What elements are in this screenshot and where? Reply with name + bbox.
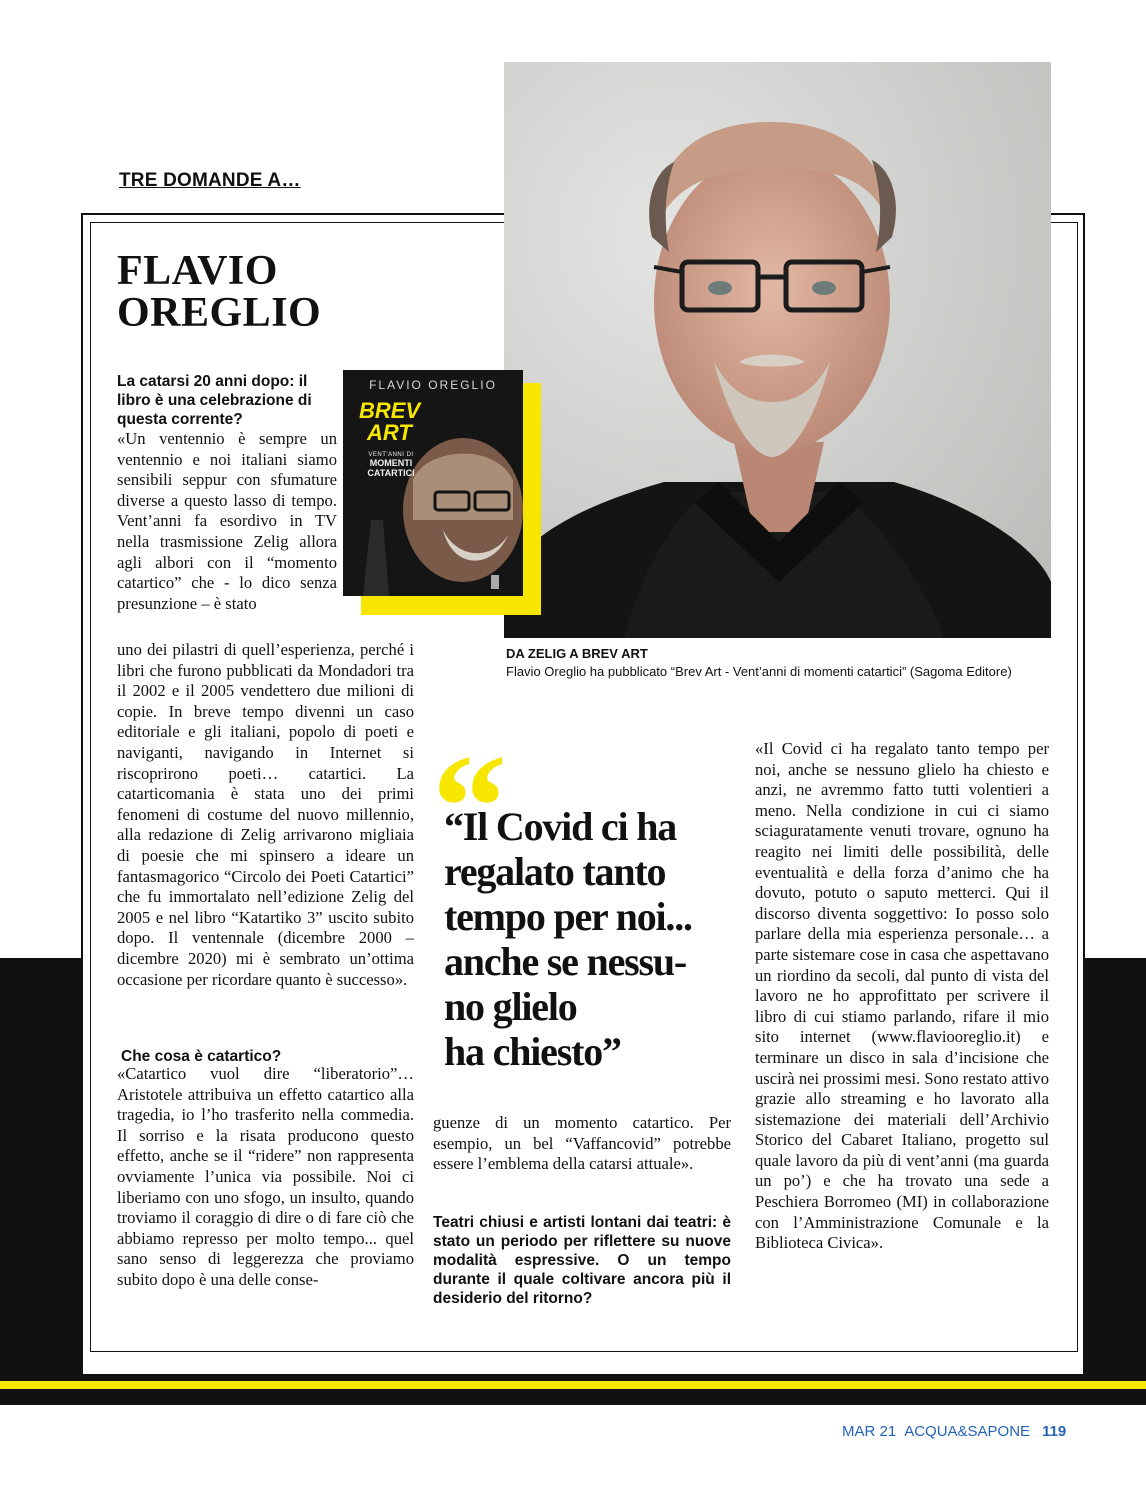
answer-2-col1: «Catartico vuol dire “liberatorio”… Aristotele attribuiva un effetto catartico alla tragedia, io l’ho trasferito nella commedia. Il sorriso e la risata producono questo effetto, anche se il “ridere” non rappresenta ovviamente l’unica via possibile. Noi ci liberiamo con uno sfogo, un insulto, quando troviamo il coraggio di dire o di fare ciò che abbiamo represso per molto tempo... quel sano senso di leggerezza che proviamo subito dopo è una delle conse- [117, 1064, 414, 1289]
pull-quote-line: ha chiesto” [444, 1029, 621, 1074]
question-1: La catarsi 20 anni dopo: il libro è una celebrazione di questa corrente? [117, 373, 312, 428]
question-3: Teatri chiusi e artisti lontani dai teatri: è stato un periodo per riflettere su nuove modalità espressive. O un tempo durante il quale coltivare ancora più il desiderio del ritorno? [433, 1214, 731, 1307]
column-2-text [433, 1113, 731, 1175]
answer-3: «Il Covid ci ha regalato tanto tempo per noi, anche se nessuno glielo ha chiesto e anzi, ne avremmo fatto tutti volentieri a meno. Nella condizione in cui ci siamo sciaguratamente venuti trovare, ognuno ha reagito nei limiti delle possibilità, delle eventualità e della forza d’animo che ha dovuto, potuto o saputo metterci. Qui il discorso diventa soggettivo: Io posso solo parlare della mia esperienza personale… a parte sistemare cose in casa che aspettavano un riordino da secoli, dal punto di vista del lavoro ne ho approfittato per scrivere il libro di cui stiamo parlando, rifare il mio sito internet (www.flaviooreglio.it) e terminare un disco in sala d’incisione che uscirà nei prossimi mesi. Sono restato attivo grazie allo streaming e ho lavorato alla sistemazione dei materiali dell’Archivio Storico del Cabaret Italiano, progetto sul quale lavoro da più di vent’anni (ma guarda un po’) e che ha trovato una sede a Peschiera Borromeo (MI) in collaborazione con l’Amministrazione Comunale e la Biblioteca Civica». [755, 739, 1049, 1253]
book-subtitle-line-3: CATARTICI [367, 468, 415, 478]
headline-line-1: FLAVIO [117, 248, 278, 294]
pull-quote-line: no glielo [444, 984, 577, 1029]
portrait-photo [504, 62, 1051, 638]
yellow-rule [0, 1381, 1146, 1389]
caption-text: Flavio Oreglio ha pubblicato “Brev Art - Vent’anni di momenti catartici” (Sagoma Editore) [506, 664, 1012, 679]
column-2-question [433, 1213, 731, 1308]
pull-quote-line: anche se nessu- [444, 939, 687, 984]
section-kicker: TRE DOMANDE A… [119, 170, 301, 191]
answer-2-col2: guenze di un momento catartico. Per esempio, un bel “Vaffancovid” potrebbe essere l’emblema della catarsi attuale». [433, 1113, 731, 1174]
answer-1-top: «Un ventennio è sempre un ventennio e noi italiani siamo sensibili seppur con sfumature diverse a questo lasso di tempo. Vent’anni fa esordivo in TV nella trasmissione Zelig allora agli albori con il “momento catartico” che - lo dico senza presunzione – è stato [117, 429, 337, 613]
footer-issue: MAR 21 [842, 1423, 897, 1440]
pull-quote-line: regalato tanto [444, 849, 666, 894]
headline-line-2: OREGLIO [117, 290, 322, 336]
book-title-line-2: ART [367, 420, 412, 445]
column-1-tail [117, 1064, 414, 1291]
quote-mark-icon: “ [432, 724, 507, 890]
book-cover [343, 370, 523, 596]
book-subtitle-line-2: MOMENTI [369, 458, 413, 468]
pull-quote-line: “Il Covid ci ha [444, 804, 677, 849]
footer-magazine: ACQUA&SAPONE [904, 1423, 1031, 1440]
page-number: 119 [1042, 1423, 1067, 1440]
caption-title: DA ZELIG A BREV ART [506, 646, 648, 661]
pull-quote [444, 804, 692, 1074]
question-2: Che cosa è catartico? [121, 1048, 282, 1065]
column-1-top [117, 372, 337, 614]
column-3-text [755, 739, 1049, 1254]
book-title-line-1: BREV [359, 398, 421, 423]
book-title [359, 400, 420, 444]
pull-quote-line: tempo per noi... [444, 894, 692, 939]
book-subtitle-line-1: VENT'ANNI DI [368, 452, 414, 458]
page-footer [842, 1423, 1066, 1440]
book-author: FLAVIO OREGLIO [369, 378, 497, 392]
headline [117, 250, 321, 334]
answer-1-main: uno dei pilastri di quell’esperienza, perché i libri che furono pubblicati da Mondadori tra il 2002 e il 2005 vendettero due milioni di copie. In breve tempo divenni un caso editoriale e gli italiani, popolo di poeti e naviganti, navigando in Internet si riscoprirono poeti… catartici. La catarticomania è stata uno dei primi fenomeni di costume del nuovo millennio, alla redazione di Zelig arrivarono migliaia di poesie che mi spinsero a ideare un fantasmagorico “Circolo dei Poeti Catartici” che fu immortalato nell’edizione Zelig del 2005 e nel libro “Katartiko 3” uscito subito dopo. Il ventennale (dicembre 2000 – dicembre 2020) mi è sembrato un’ottima occasione per ricordare quanto è successo». [117, 640, 414, 989]
book-subtitle [363, 452, 419, 478]
column-1-main [117, 640, 414, 990]
